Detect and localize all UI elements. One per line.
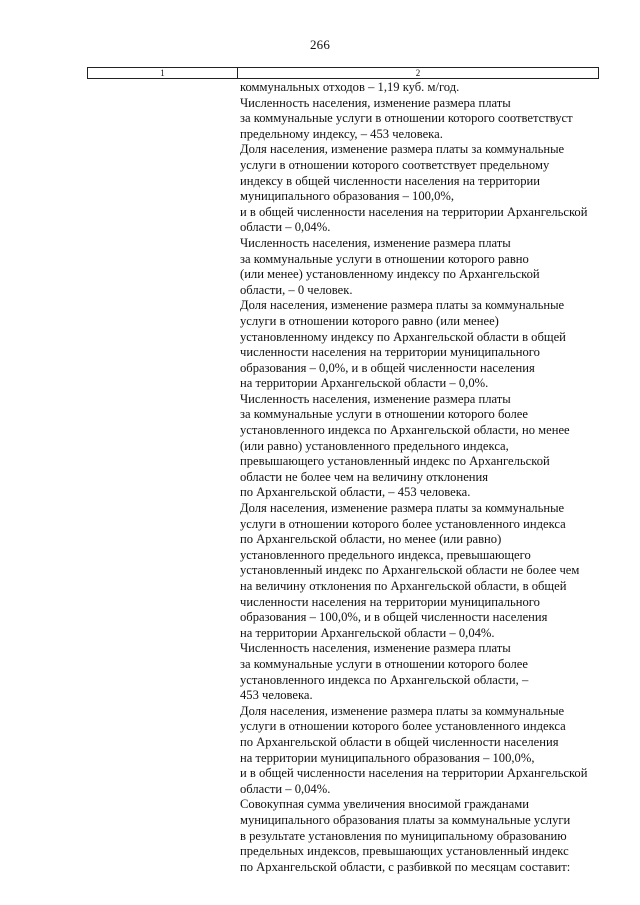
text-line: на территории Архангельской области – 0,04%.: [240, 625, 495, 640]
text-line: по Архангельской области, с разбивкой по месяцам составит:: [240, 859, 571, 874]
text-line: установленного предельного индекса, превышающего: [240, 547, 531, 562]
text-line: (или равно) установленного предельного индекса,: [240, 438, 509, 453]
text-line: Доля населения, изменение размера платы за коммунальные: [240, 501, 565, 516]
text-line: Численность населения, изменение размера платы: [240, 235, 511, 250]
text-line: Численность населения, изменение размера платы: [240, 95, 511, 110]
text-line: Численность населения, изменение размера платы: [240, 391, 511, 406]
text-line: за коммунальные услуги в отношении которого более: [240, 407, 528, 422]
text-line: Доля населения, изменение размера платы за коммунальные: [240, 703, 565, 718]
text-line: области, – 0 человек.: [240, 282, 353, 297]
text-line: численности населения на территории муниципального: [240, 345, 540, 360]
text-line: индексу в общей численности населения на территории: [240, 173, 541, 188]
text-line: области – 0,04%.: [240, 781, 331, 796]
text-line: на величину отклонения по Архангельской области, в общей: [240, 579, 567, 593]
column-header-row: [87, 67, 599, 79]
text-line: превышающего установленный индекс по Архангельской: [240, 454, 550, 469]
text-line: области – 0,04%.: [240, 220, 331, 235]
text-line: образования – 0,0%, и в общей численности населения: [240, 360, 535, 375]
text-line: муниципального образования – 100,0%,: [240, 189, 455, 204]
column-header-2: 2: [415, 68, 421, 78]
text-line: по Архангельской области, но менее (или равно): [240, 532, 502, 547]
text-line: установленного индекса по Архангельской области, –: [240, 672, 529, 687]
text-line: Доля населения, изменение размера платы за коммунальные: [240, 142, 565, 157]
text-line: установленному индексу по Архангельской области в общей: [240, 329, 566, 344]
text-line: (или менее) установленному индексу по Архангельской: [240, 267, 540, 282]
text-line: коммунальных отходов – 1,19 куб. м/год.: [240, 80, 460, 94]
text-line: за коммунальные услуги в отношении которого соответствуст: [240, 111, 573, 126]
text-line: услуги в отношении которого равно (или менее): [240, 313, 499, 328]
text-line: муниципального образования платы за коммунальные услуги: [240, 812, 571, 827]
text-line: услуги в отношении которого более установленного индекса: [240, 719, 566, 734]
text-line: за коммунальные услуги в отношении которого равно: [240, 251, 529, 266]
text-line: по Архангельской области в общей численности населения: [240, 734, 559, 749]
text-line: численности населения на территории муниципального: [240, 594, 540, 609]
text-line: области не более чем на величину отклонения: [240, 469, 489, 484]
text-line: за коммунальные услуги в отношении которого более: [240, 656, 528, 671]
text-line: Доля населения, изменение размера платы за коммунальные: [240, 298, 565, 313]
text-line: на территории муниципального образования – 100,0%,: [240, 750, 535, 765]
page-number: 266: [309, 37, 331, 52]
text-line: установленный индекс по Архангельской области не более чем: [240, 563, 580, 578]
text-line: Численность населения, изменение размера платы: [240, 641, 511, 656]
text-line: образования – 100,0%, и в общей численности населения: [240, 610, 548, 625]
text-line: услуги в отношении которого более установленного индекса: [240, 516, 566, 531]
text-line: в результате установления по муниципальному образованию: [240, 828, 567, 843]
column-header-1: 1: [88, 68, 238, 78]
text-line: по Архангельской области, – 453 человека.: [240, 485, 471, 500]
text-line: предельному индексу, – 453 человека.: [240, 126, 443, 141]
text-line: предельных индексов, превышающих установленный индекс: [240, 844, 569, 859]
text-line: и в общей численности населения на территории Архангельской: [240, 766, 588, 781]
text-line: установленного индекса по Архангельской области, но менее: [240, 423, 570, 438]
document-text-column: [240, 80, 605, 875]
text-line: на территории Архангельской области – 0,0%.: [240, 376, 489, 391]
text-line: Совокупная сумма увеличения вносимой гражданами: [240, 797, 529, 812]
text-line: и в общей численности населения на территории Архангельской: [240, 204, 588, 219]
text-line: 453 человека.: [240, 688, 313, 703]
text-line: услуги в отношении которого соответствует предельному: [240, 157, 550, 172]
